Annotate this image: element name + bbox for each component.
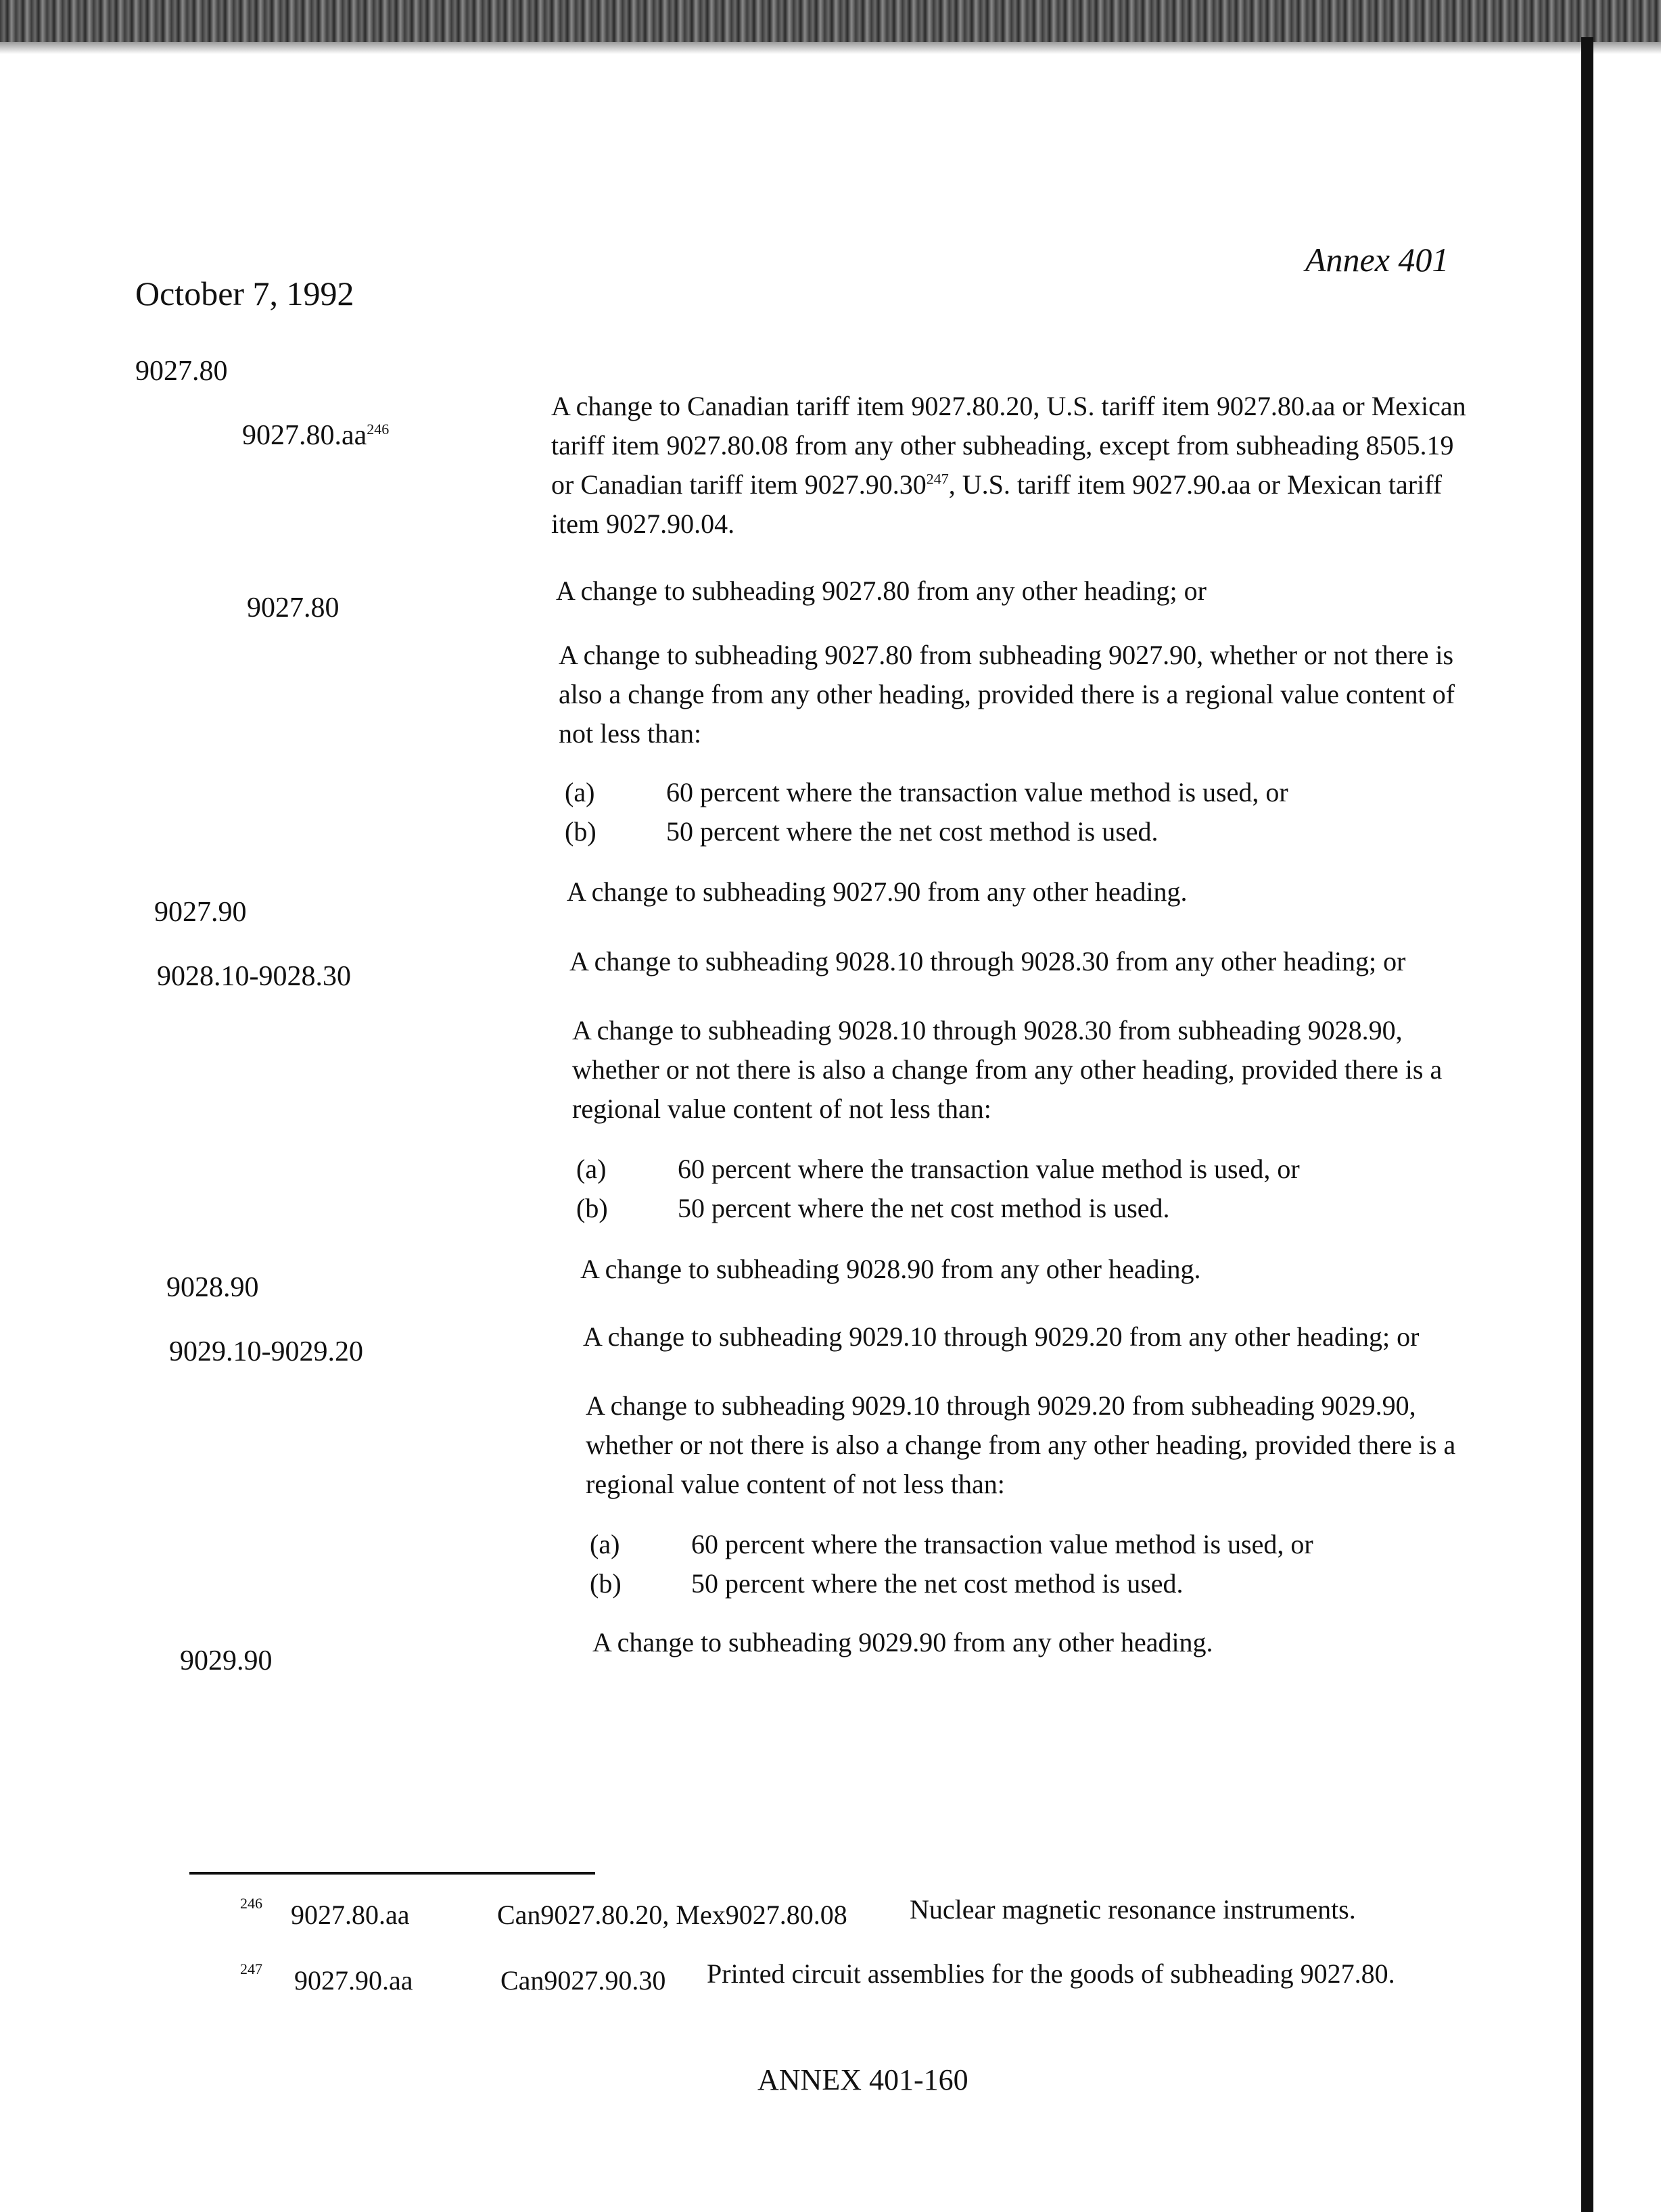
rule-item: [565, 816, 1159, 847]
rule-item: [590, 1568, 1184, 1599]
item-text: 60 percent where the transaction value method is used, or: [666, 777, 1288, 807]
scan-edge-right: [1581, 37, 1593, 2212]
item-letter: (a): [576, 1154, 607, 1184]
subheading-code: 9028.90: [166, 1272, 259, 1303]
rule-text-part: , U.S. tariff item 9027.90.aa or Mexican tariff item 9027.90.04.: [551, 469, 1443, 539]
rule-item: [590, 1528, 1313, 1560]
rule-text: A change to subheading 9029.90 from any other heading.: [592, 1627, 1213, 1657]
item-text: 50 percent where the net cost method is used.: [678, 1193, 1170, 1223]
tariff-code-text: 9027.80.aa: [242, 420, 367, 451]
footnote-divider: [189, 1872, 595, 1875]
rule-text: A change to subheading 9028.90 from any other heading.: [580, 1254, 1201, 1284]
rule-text: A change to subheading 9027.90 from any other heading.: [567, 876, 1188, 907]
page-number: ANNEX 401-160: [757, 2063, 968, 2096]
footnote-refs: Can9027.90.30: [500, 1965, 666, 1996]
rule-text: A change to subheading 9028.10 through 9028.30 from any other heading; or: [569, 946, 1406, 976]
rule-text: A change to subheading 9029.10 through 9029.20 from subheading 9029.90, whether or not there is also a change from any other heading, provided there is a regional value content of not less than:: [586, 1390, 1456, 1499]
rule-text: [551, 387, 1478, 544]
tariff-code: [242, 419, 389, 452]
rule-item: [576, 1192, 1170, 1224]
rule-text: A change to subheading 9027.80 from any other heading; or: [556, 575, 1207, 606]
heading-code: 9027.80: [135, 356, 228, 387]
item-text: 50 percent where the net cost method is used.: [666, 816, 1159, 847]
item-letter: (b): [576, 1193, 608, 1223]
item-letter: (a): [565, 777, 595, 807]
subheading-code: 9027.80: [247, 592, 340, 623]
footnote-mark: 246: [240, 1895, 262, 1912]
item-text: 50 percent where the net cost method is used.: [691, 1568, 1184, 1599]
rule-item: [576, 1153, 1300, 1185]
rule-text-part: A change to Canadian tariff item 9027.80.20, U.S. tariff item 9027.80.aa or Mexican tariff item 9027.80.08 from any other subheading, except from subheading 8505.19 or Canadian tariff item 9027.90.30: [551, 391, 1466, 500]
footnote-ref: 247: [926, 470, 949, 488]
footnote-code: 9027.80.aa: [291, 1900, 410, 1930]
scan-edge-top: [0, 0, 1661, 54]
subheading-code: 9028.10-9028.30: [157, 961, 351, 992]
document-date: October 7, 1992: [135, 275, 354, 312]
footnote-code: 9027.90.aa: [294, 1965, 413, 1996]
rule-text: A change to subheading 9029.10 through 9029.20 from any other heading; or: [583, 1321, 1420, 1352]
subheading-code: 9029.90: [180, 1645, 273, 1676]
subheading-code: 9027.90: [154, 897, 247, 928]
item-letter: (a): [590, 1529, 620, 1559]
rule-text: A change to subheading 9028.10 through 9028.30 from subheading 9028.90, whether or not there is also a change from any other heading, provided there is a regional value content of not less than:: [572, 1015, 1443, 1124]
rule-item: [565, 776, 1288, 808]
item-letter: (b): [590, 1568, 622, 1599]
annex-title: Annex 401: [1305, 241, 1449, 279]
subheading-code: 9029.10-9029.20: [169, 1336, 363, 1367]
item-text: 60 percent where the transaction value method is used, or: [678, 1154, 1300, 1184]
footnote-mark: 247: [240, 1960, 262, 1977]
footnote-desc: Printed circuit assemblies for the goods of subheading 9027.80.: [707, 1958, 1395, 1989]
item-letter: (b): [565, 816, 596, 847]
footnote-refs: Can9027.80.20, Mex9027.80.08: [497, 1900, 847, 1930]
footnote-desc: Nuclear magnetic resonance instruments.: [910, 1894, 1356, 1925]
item-text: 60 percent where the transaction value method is used, or: [691, 1529, 1313, 1559]
footnote-ref: 246: [367, 421, 390, 438]
rule-text: A change to subheading 9027.80 from subheading 9027.90, whether or not there is also a change from any other heading, provided there is a regional value content of not less than:: [559, 640, 1455, 749]
